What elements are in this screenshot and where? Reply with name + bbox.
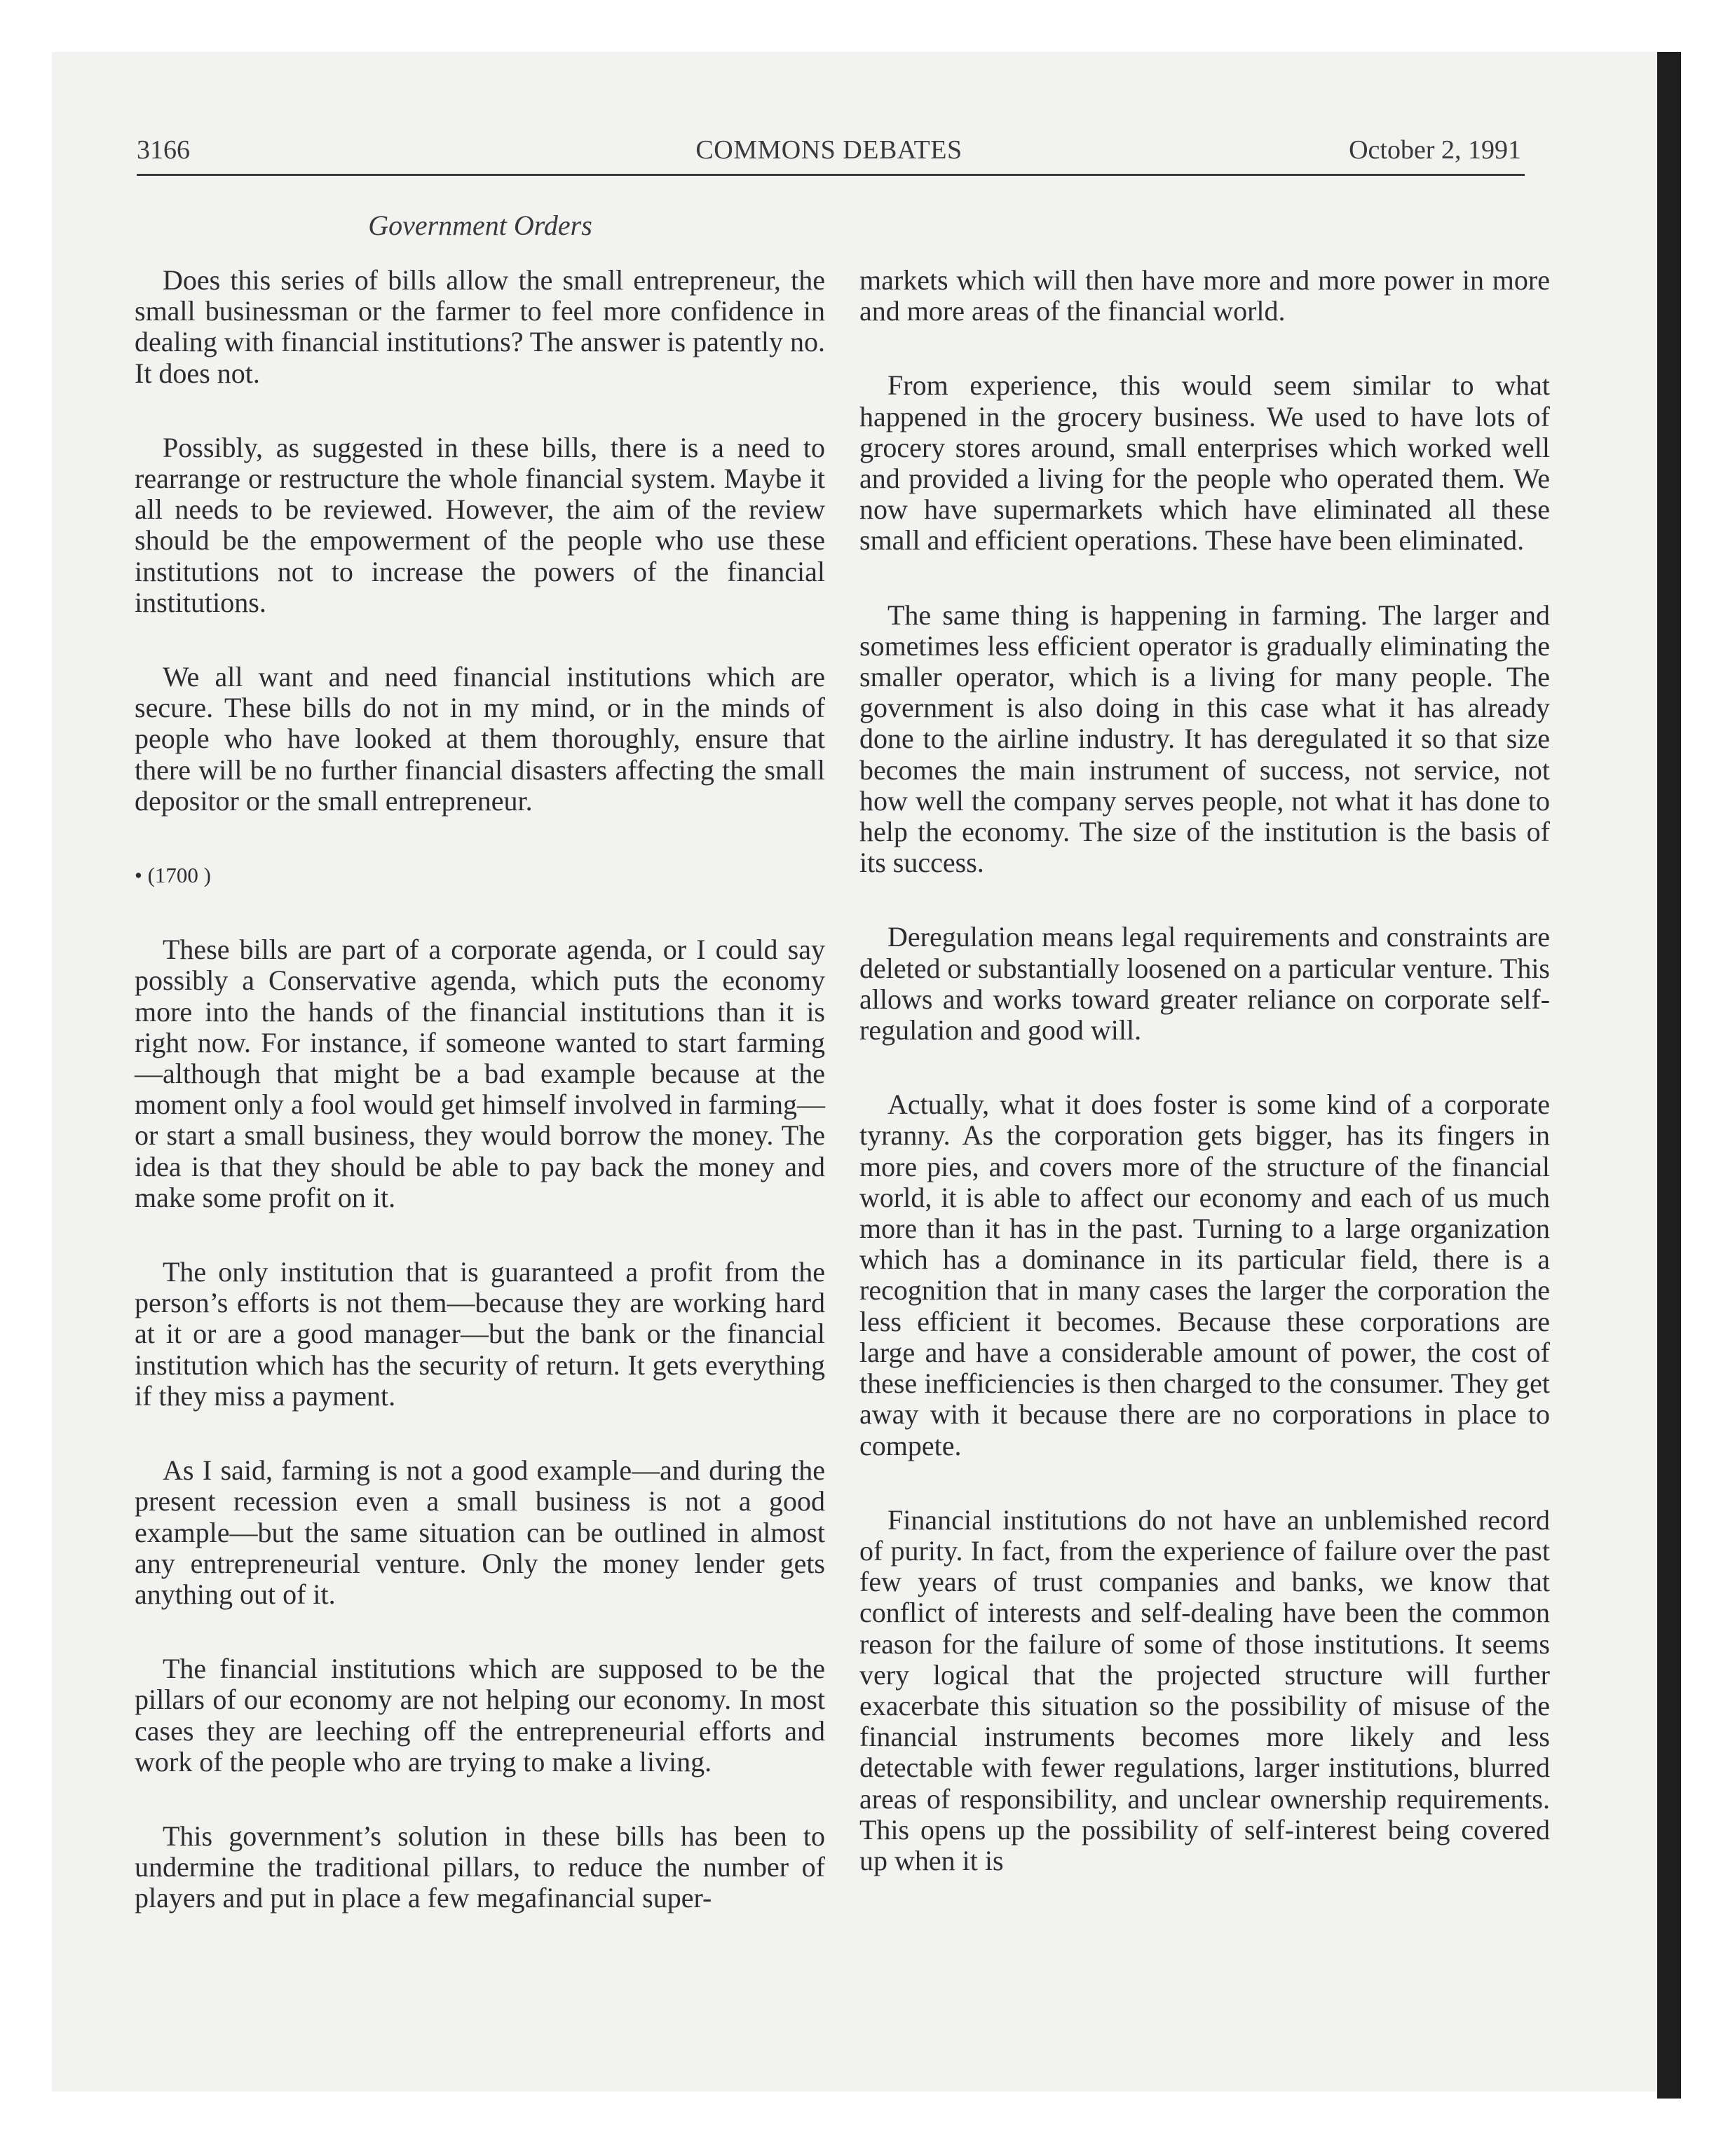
paragraph: Deregulation means legal requirements and constraints are deleted or substantially loosened on a particular venture. This allows and works toward greater reliance on corporate self-regulation and good will.	[859, 921, 1550, 1046]
paragraph: Possibly, as suggested in these bills, there is a need to rearrange or restructure the whole financial system. Maybe it all needs to be reviewed. However, the aim of the review should be the empowerment of the people who use these institutions not to increase the powers of the financial institutions.	[135, 431, 825, 618]
paragraph: Actually, what it does foster is some kind of a corporate tyranny. As the corporation gets bigger, has its fingers in more pies, and covers more of the structure of the financial world, it is able to affect our economy and each of us much more than it has in the past. Turning to a large organization which has a dominance in its particular field, there is a recognition that in many cases the larger the corporation the less efficient it becomes. Because these corporations are large and have a considerable amount of power, the cost of these inefficiencies is then charged to the consumer. They get away with it because there are no corporations in place to compete.	[859, 1089, 1550, 1461]
section-title: Government Orders	[368, 210, 592, 241]
paragraph: These bills are part of a corporate agenda, or I could say possibly a Conservative agenda, which puts the economy more into the hands of the financial institutions than it is right now. For instance, if someone wanted to start farming—although that might be a bad example because at the moment only a fool would get himself involved in farming—or start a small business, they would borrow the money. The idea is that they should be able to pay back the money and make some profit on it.	[135, 934, 825, 1213]
paragraph: We all want and need financial institutions which are secure. These bills do not in my mind, or in the minds of people who have looked at them thoroughly, ensure that there will be no further financial disasters affecting the small depositor or the small entrepreneur.	[135, 661, 825, 817]
page-header	[137, 135, 1521, 177]
paragraph: Financial institutions do not have an unblemished record of purity. In fact, from the experience of failure over the past few years of trust companies and banks, we know that conflict of interests and self-dealing have been the common reason for the failure of some of those institutions. It seems very logical that the projected structure will further exacerbate this situation so the possibility of misuse of the financial instruments becomes more likely and less detectable with fewer regulations, larger institutions, blurred areas of responsibility, and unclear ownership requirements. This opens up the possibility of self-interest being covered up when it is	[859, 1503, 1550, 1876]
journal-title: COMMONS DEBATES	[695, 135, 962, 165]
paragraph: The same thing is happening in farming. The larger and sometimes less efficient operator is gradually eliminating the smaller operator, which is a living for many people. The government is also doing in this case what it has already done to the airline industry. It has deregulated it so that size becomes the main instrument of success, not service, not how well the company serves people, not what it has done to help the economy. The size of the institution is the basis of its success.	[859, 599, 1550, 879]
paragraph: markets which will then have more and more power in more and more areas of the financial world.	[859, 264, 1550, 327]
page-number: 3166	[137, 135, 190, 165]
issue-date: October 2, 1991	[1349, 135, 1521, 165]
paragraph: The only institution that is guaranteed a profit from the person’s efforts is not them—because they are working hard at it or are a good manager—but the bank or the financial institution which has the security of return. It gets everything if they miss a payment.	[135, 1256, 825, 1412]
paragraph: This government’s solution in these bills has been to undermine the traditional pillars, to reduce the number of players and put in place a few megafinancial super-	[135, 1820, 825, 1914]
paragraph: Does this series of bills allow the small entrepreneur, the small businessman or the farmer to feel more confidence in dealing with financial institutions? The answer is patently no. It does not.	[135, 264, 825, 389]
scan-edge-shadow	[1657, 52, 1681, 2099]
paragraph: From experience, this would seem similar to what happened in the grocery business. We used to have lots of grocery stores around, small enterprises which worked well and provided a living for the people who operated them. We now have supermarkets which have eliminated all these small and efficient operations. These have been eliminated.	[859, 369, 1550, 557]
left-column	[135, 265, 825, 1958]
header-rule	[137, 174, 1525, 176]
right-column	[859, 265, 1550, 1920]
time-marker: • (1700 )	[135, 863, 211, 888]
paragraph: The financial institutions which are supposed to be the pillars of our economy are not helping our economy. In most cases they are leeching off the entrepreneurial efforts and work of the people who are trying to make a living.	[135, 1653, 825, 1778]
paragraph: As I said, farming is not a good example—and during the present recession even a small business is not a good example—but the same situation can be outlined in almost any entrepreneurial venture. Only the money lender gets anything out of it.	[135, 1454, 825, 1610]
